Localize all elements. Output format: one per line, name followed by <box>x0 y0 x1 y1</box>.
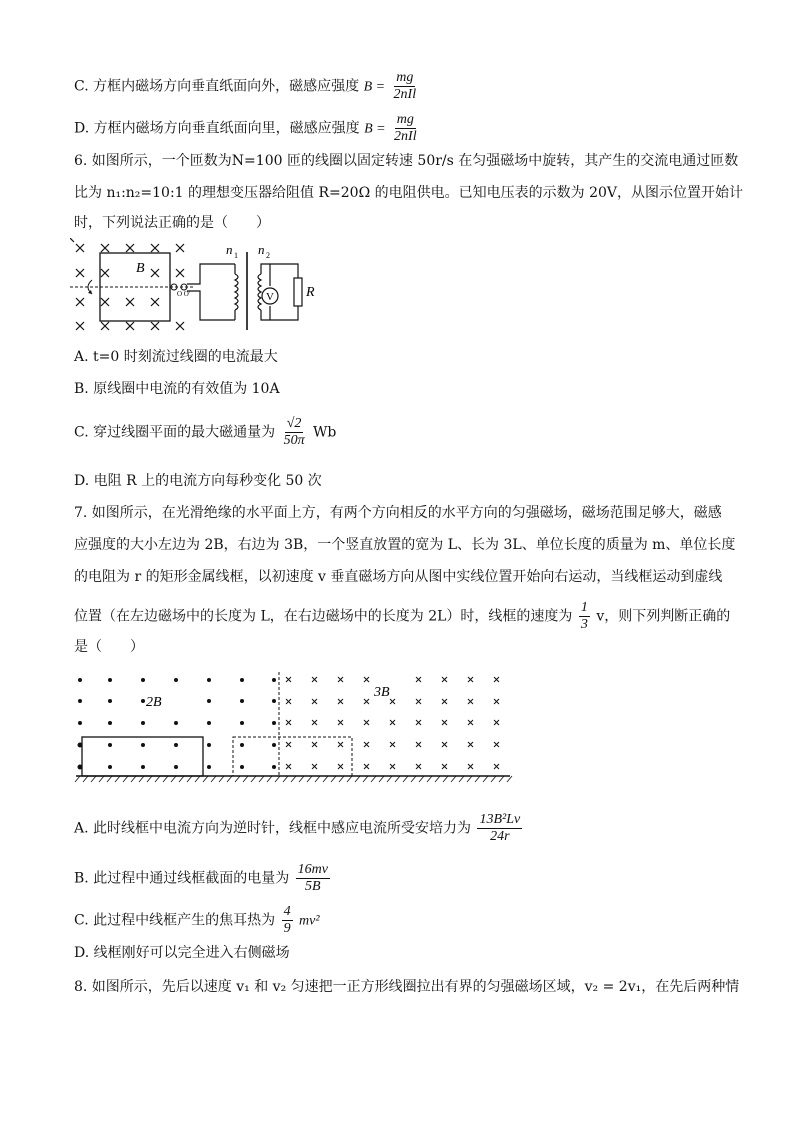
fraction-denominator: 2nIl <box>394 129 417 144</box>
svg-text:R: R <box>306 285 315 300</box>
field-dots <box>78 678 277 770</box>
velocity-fraction <box>579 600 590 633</box>
q7-figure <box>70 668 515 784</box>
formula-lhs: B = <box>364 121 386 137</box>
stem-text: 位置（在左边磁场中的长度为 L，在右边磁场中的长度为 2L）时，线框的速度为 <box>74 608 573 625</box>
fraction-numerator: √2 <box>286 416 302 431</box>
magnetic-field-crosses <box>70 238 74 242</box>
q7-stem-line-5: 是（ ） <box>74 639 144 655</box>
unit: Wb <box>313 424 337 441</box>
fraction-denominator: 5B <box>305 879 321 894</box>
q7-stem-line-4 <box>74 600 730 633</box>
fraction-numerator: 4 <box>283 904 291 919</box>
field-crosses <box>286 677 499 769</box>
right-field-label: 3B <box>374 685 390 700</box>
q6-figure <box>70 238 330 338</box>
fraction-numerator: 13B²Lv <box>479 812 521 827</box>
secondary-coil <box>258 274 261 310</box>
ground-hatching <box>75 776 512 782</box>
q8-stem-line-1: 8. 如图所示，先后以速度 v₁ 和 v₂ 匀速把一正方形线圈拉出有界的匀强磁场区域，v₂ = 2v₁，在先后两种情 <box>74 979 740 995</box>
primary-coil <box>235 274 238 310</box>
fraction-denominator: 24r <box>490 829 510 844</box>
fraction-denominator: 3 <box>580 617 588 632</box>
q6-option-a[interactable]: A. t=0 时刻流过线圈的电流最大 <box>74 349 278 365</box>
option-label: C. <box>74 78 89 95</box>
option-label: D. <box>74 120 90 137</box>
q5-option-d[interactable] <box>74 112 421 145</box>
q7-option-a[interactable] <box>74 812 524 845</box>
svg-text:V: V <box>266 291 274 303</box>
formula-fraction <box>392 112 419 145</box>
formula-fraction <box>296 862 330 895</box>
svg-text:2: 2 <box>266 251 270 260</box>
q5-option-c[interactable] <box>74 70 420 103</box>
q6-stem-line-2: 比为 n₁:n₂=10:1 的理想变压器给阻值 R=20Ω 的电阻供电。已知电压表的示数为 20V，从图示位置开始计 <box>74 185 744 201</box>
fraction-numerator: mg <box>396 112 414 127</box>
field-label-b: B <box>136 261 145 276</box>
formula-tail: mv² <box>299 913 320 929</box>
q7-option-c[interactable] <box>74 904 320 937</box>
fraction-denominator: 9 <box>283 921 291 936</box>
resistor-icon <box>294 278 302 306</box>
q6-option-c[interactable] <box>74 416 336 449</box>
frame-initial-position <box>82 737 203 776</box>
fraction-numerator: 16mv <box>297 862 328 877</box>
q7-stem-line-2: 应强度的大小左边为 2B，右边为 3B，一个竖直放置的宽为 L、长为 3L、单位长度的质量为 m、单位长度 <box>74 537 736 553</box>
fraction-numerator: mg <box>396 70 414 85</box>
q6-stem-line-3: 时，下列说法正确的是（ ） <box>74 215 270 231</box>
formula-fraction <box>282 904 293 937</box>
stem-text: v，则下列判断正确的 <box>596 608 731 625</box>
option-text: 方框内磁场方向垂直纸面向里，磁感应强度 <box>93 120 360 137</box>
option-text: A. 此时线框中电流方向为逆时针，线框中感应电流所受安培力为 <box>74 820 472 837</box>
fraction-denominator: 50π <box>283 433 305 448</box>
q7-stem-line-3: 的电阻为 r 的矩形金属线框，以初速度 v 垂直磁场方向从图中实线位置开始向右运动，当线框运动到虚线 <box>74 569 723 585</box>
option-text: 方框内磁场方向垂直纸面向外，磁感应强度 <box>93 78 360 95</box>
formula-fraction <box>392 70 419 103</box>
formula-lhs: B = <box>363 79 386 95</box>
frame-dashed-position <box>233 737 352 776</box>
svg-text:O O': O O' <box>177 290 191 298</box>
option-text: B. 此过程中通过线框截面的电量为 <box>74 870 290 887</box>
fraction-numerator: 1 <box>580 600 588 615</box>
q7-option-b[interactable] <box>74 862 332 895</box>
q6-stem-line-1: 6. 如图所示，一个匝数为N=100 匝的线圈以固定转速 50r/s 在匀强磁场中旋转，其产生的交流电通过匝数 <box>74 153 739 169</box>
svg-text:1: 1 <box>234 251 238 260</box>
wires <box>187 252 302 330</box>
q6-option-b[interactable]: B. 原线圈中电流的有效值为 10A <box>74 381 280 397</box>
fraction-denominator: 2nIl <box>393 87 417 102</box>
left-field-label: 2B <box>146 695 162 710</box>
q6-option-d[interactable]: D. 电阻 R 上的电流方向每秒变化 50 次 <box>74 473 322 489</box>
q7-stem-line-1: 7. 如图所示，在光滑绝缘的水平面上方，有两个方向相反的水平方向的匀强磁场，磁场范围足够大，磁感 <box>74 505 722 521</box>
svg-text:n: n <box>226 242 233 257</box>
formula-fraction <box>477 812 522 845</box>
q7-option-d[interactable]: D. 线框刚好可以完全进入右侧磁场 <box>74 945 290 961</box>
svg-text:n: n <box>258 242 265 257</box>
formula-fraction <box>282 416 307 449</box>
option-text: C. 穿过线圈平面的最大磁通量为 <box>74 424 276 441</box>
option-text: C. 此过程中线框产生的焦耳热为 <box>74 912 276 929</box>
